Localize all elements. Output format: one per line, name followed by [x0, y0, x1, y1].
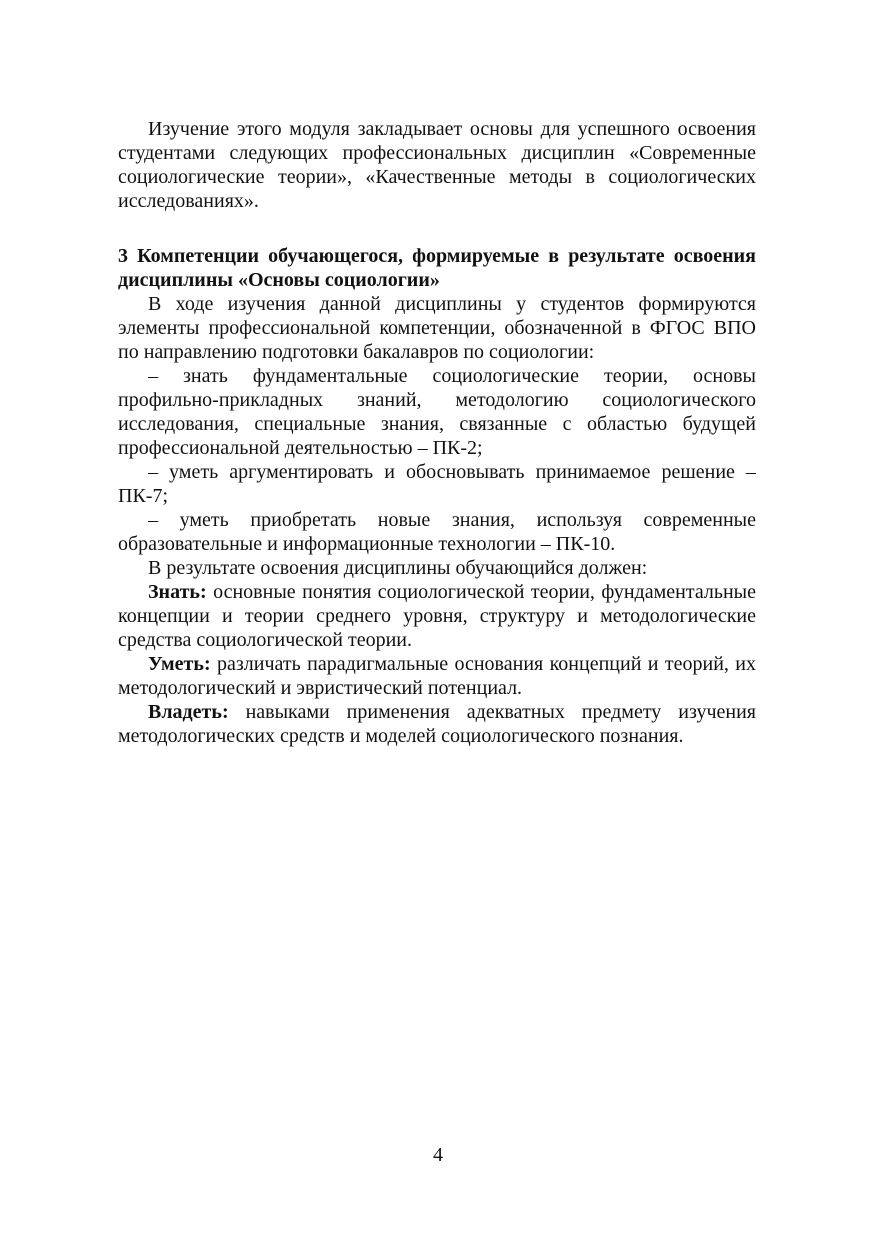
- know-label: Знать:: [148, 581, 207, 603]
- section-heading: 3 Компетенции обучающегося, формируемые в результате освоения дисциплины «Основы социологии»: [118, 245, 756, 291]
- competence-item-pk10: – уметь приобретать новые знания, используя современные образовательные и информационные технологии – ПК-10.: [118, 509, 756, 555]
- own-text: навыками применения адекватных предмету изучения методологических средств и моделей социологического познания.: [118, 701, 756, 747]
- competence-item-pk7: – уметь аргументировать и обосновывать принимаемое решение – ПК-7;: [118, 461, 756, 507]
- competence-item-pk2: – знать фундаментальные социологические теории, основы профильно-прикладных знаний, методологию социологического исследования, специальные знания, связанные с областью будущей профессиональной деятельностью – ПК-2;: [118, 365, 756, 459]
- can-paragraph: [118, 652, 756, 700]
- know-text: основные понятия социологической теории, фундаментальные концепции и теории среднего уровня, структуру и методологические средства социологической теории.: [118, 581, 756, 651]
- intro-paragraph: Изучение этого модуля закладывает основы для успешного освоения студентами следующих профессиональных дисциплин «Современные социологические теории», «Качественные методы в социологических исследованиях».: [118, 118, 756, 212]
- own-label: Владеть:: [148, 701, 229, 723]
- can-text: различать парадигмальные основания концепций и теорий, их методологический и эвристический потенциал.: [118, 653, 756, 699]
- know-paragraph: [118, 580, 756, 652]
- competence-lead-paragraph: В ходе изучения данной дисциплины у студентов формируются элементы профессиональной компетенции, обозначенной в ФГОС ВПО по направлению подготовки бакалавров по социологии:: [118, 293, 756, 363]
- can-label: Уметь:: [148, 653, 211, 675]
- document-body: [118, 117, 756, 748]
- page-number: 4: [433, 1144, 443, 1166]
- result-intro-paragraph: В результате освоения дисциплины обучающийся должен:: [148, 557, 648, 579]
- own-paragraph: [118, 700, 756, 748]
